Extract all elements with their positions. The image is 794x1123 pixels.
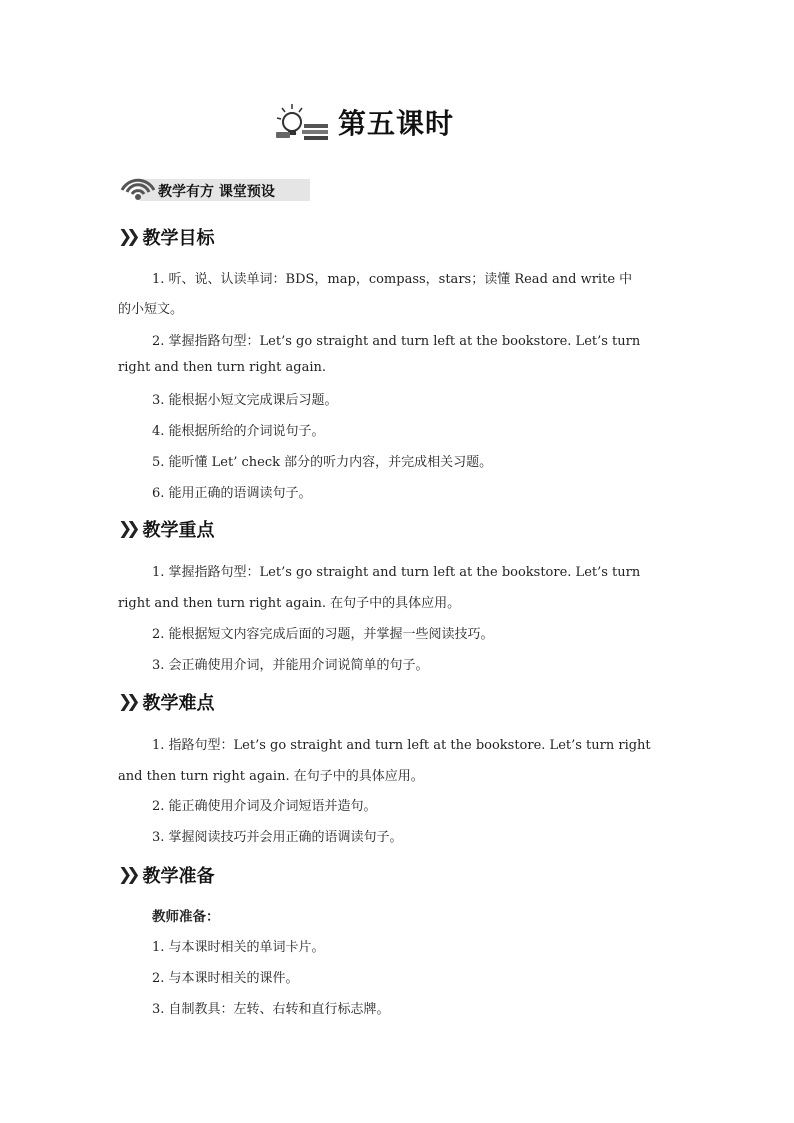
double-chevron-icon: ❯❯ xyxy=(118,519,135,539)
key-points-item-1: 1. 掌握指路句型：Let’s go straight and turn left at the bookstore. Let’s turn xyxy=(152,565,641,580)
difficulties-heading xyxy=(118,689,215,715)
double-chevron-icon: ❯❯ xyxy=(118,865,135,885)
goals-item-4: 4. 能根据所给的介词说句子。 xyxy=(152,424,325,439)
wifi-signal-icon xyxy=(118,170,158,204)
preparation-label: 教师准备： xyxy=(152,909,220,925)
key-points-item-3: 3. 会正确使用介词，并能用介词说简单的句子。 xyxy=(152,658,429,673)
goals-item-6: 6. 能用正确的语调读句子。 xyxy=(152,486,312,501)
preparation-heading-text: 教学准备 xyxy=(142,866,215,887)
preparation-item-1: 1. 与本课时相关的单词卡片。 xyxy=(152,940,325,955)
double-chevron-icon: ❯❯ xyxy=(118,692,135,712)
goals-item-2-cont: right and then turn right again. xyxy=(118,360,327,375)
difficulties-item-2: 2. 能正确使用介词及介词短语并造句。 xyxy=(152,799,377,814)
key-points-heading xyxy=(118,516,215,542)
section-banner xyxy=(118,170,310,202)
goals-item-1-cont: 的小短文。 xyxy=(118,302,184,317)
double-chevron-icon: ❯❯ xyxy=(118,227,135,247)
key-points-item-1-cont: right and then turn right again. 在句子中的具体应用。 xyxy=(118,596,461,611)
goals-heading-text: 教学目标 xyxy=(142,228,215,249)
goals-item-5: 5. 能听懂 Let’ check 部分的听力内容，并完成相关习题。 xyxy=(152,455,493,470)
goals-item-3: 3. 能根据小短文完成课后习题。 xyxy=(152,393,338,408)
banner-text: 教学有方 课堂预设 xyxy=(158,184,275,200)
preparation-heading xyxy=(118,862,215,888)
page-title: 第五课时 xyxy=(338,107,455,140)
difficulties-item-1-cont: and then turn right again. 在句子中的具体应用。 xyxy=(118,769,424,784)
goals-item-2: 2. 掌握指路句型：Let’s go straight and turn left at the bookstore. Let’s turn xyxy=(152,334,641,349)
difficulties-item-3: 3. 掌握阅读技巧并会用正确的语调读句子。 xyxy=(152,830,403,845)
preparation-item-3: 3. 自制教具：左转、右转和直行标志牌。 xyxy=(152,1002,390,1017)
goals-heading xyxy=(118,224,215,250)
difficulties-heading-text: 教学难点 xyxy=(142,693,215,714)
goals-item-1: 1. 听、说、认读单词：BDS，map，compass，stars；读懂 Read and write 中 xyxy=(152,272,633,287)
preparation-item-2: 2. 与本课时相关的课件。 xyxy=(152,971,299,986)
key-points-item-2: 2. 能根据短文内容完成后面的习题，并掌握一些阅读技巧。 xyxy=(152,627,494,642)
page-title-row xyxy=(274,100,454,144)
lightbulb-books-icon xyxy=(274,102,332,142)
key-points-heading-text: 教学重点 xyxy=(142,520,215,541)
difficulties-item-1: 1. 指路句型：Let’s go straight and turn left at the bookstore. Let’s turn right xyxy=(152,738,651,753)
